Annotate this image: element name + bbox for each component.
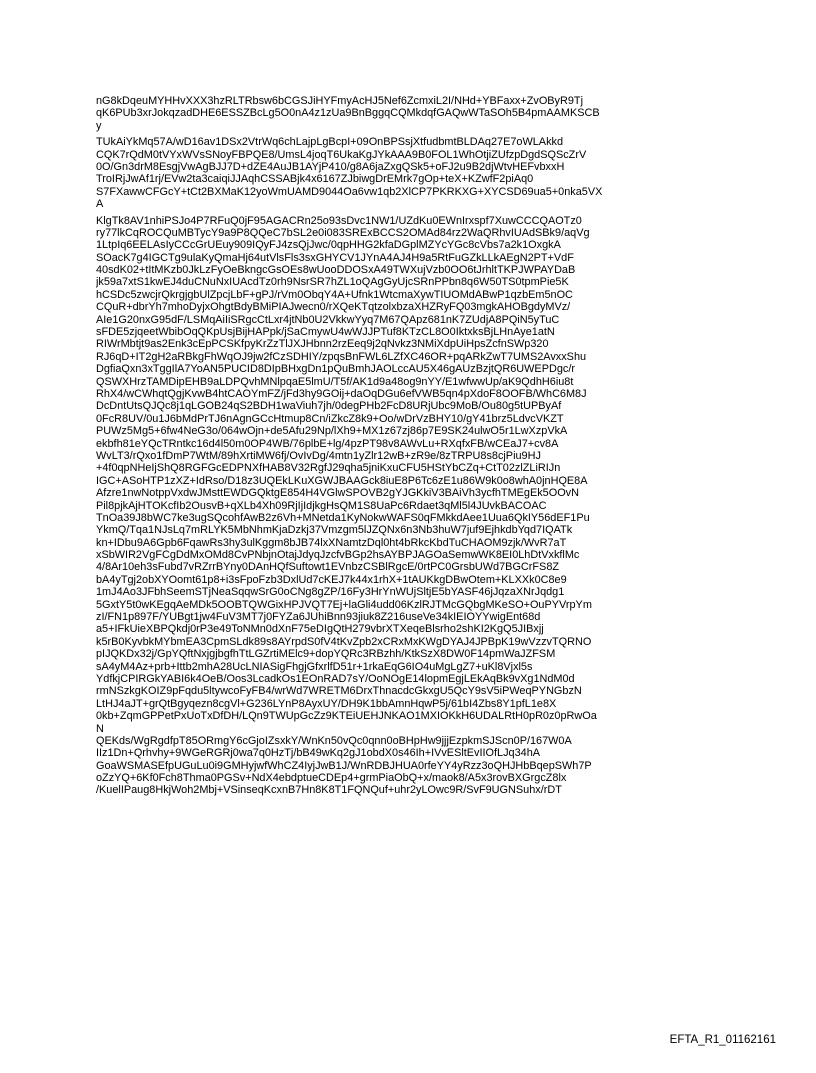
text-line: N <box>96 722 104 735</box>
text-line: pIJQKDx32j/GpYQftNxjgjbgfhTtLGZrtiMElc9+dopYQRc3RBzhh/KtkSzX8DW0F14pmWaJZFSM <box>96 648 556 661</box>
text-line: RJ6qD+IT2gH2aRBkgFhWqOJ9jw2fCzSDHIY/zpqsBnFWL6LZfXC46OR+pqARkZwT7UMS2AvxxShu <box>96 350 587 363</box>
text-line: nG8kDqeuMYHHvXXX3hzRLTRbsw6bCGSJiHYFmyAcHJ5Nef6ZcmxiL2I/NHd+YBFaxx+ZvOByR9Tj <box>96 95 583 107</box>
text-line: oZzYQ+6Kf0Fch8Thma0PGSv+NdX4ebdptueCDEp4+grmPiaObQ+x/maok8/A5x3rovBXGrgcZ8lx <box>96 772 567 785</box>
text-line: kn+IDbu9A6Gpb6FqawRs3hy3ulKggm8bJB74lxXNamtzDql0ht4bRkcKbdTuCHAOM9zjk/WvR7aT <box>96 536 567 549</box>
text-line: RhX4/wCWhqtQgjKvwB4htCAOYmFZ/jFd3hy9GOij+daOqDGu6efVWB5qn4pXdoF8OOFB/WhC6M8J <box>96 387 587 400</box>
text-line: qK6PUb3xrJokqzadDHE6ESSZBcLg5O0nA4z1zUa9BnBggqCQMkdqfGAQwWTaSOh5B4pmAAMKSCB <box>96 107 600 120</box>
text-line: A <box>96 198 104 211</box>
text-line: 5GxtY5t0wKEgqAeMDk5OOBTQWGixHPJVQT7Ej+laGli4udd06KzlRJTMcGQbgMKeSO+OuPYVrpYm <box>96 598 592 611</box>
text-line: CQK7rQdM0tVYxWVsSNoyFBPQE8/UmsL4joqT6UkaKgJYkAAA9B0FOL1WhOtjiZUfzpDgdSQScZrV <box>96 148 587 161</box>
text-line: PUWz5Mg5+6fw4NeG3o/064wOjn+de5Afu29Np/lXh9+MX1z67zj86p7E9SK24ulwO5r1LwXzpVkA <box>96 425 568 438</box>
text-line: y <box>96 119 102 132</box>
text-line: k5rB0KyvbkMYbmEA3CpmSLdk89s8AYrpdS0fV4tKvZpb2xCRxMxKWgDYAJ4JPBpK19wVzzvTQRNO <box>96 635 592 648</box>
text-line: sA4yM4Az+prb+Ittb2mhA28UcLNIASigFhgjGfxrlfD51r+1rkaEqG6IO4uMgLgZ7+uKl8Vjxl5s <box>96 660 533 673</box>
text-line: ekbfh81eYQcTRntkc16d4l50m0OP4WB/76plbE+lg/4pzPT98v8AWvLu+RXqfxFB/wCEaJ7+cv8A <box>96 437 559 450</box>
text-line: 0O/Gn3drM8EsgjVwAgBJJ7D+dZE4AuJB1AYjP410/g8A6jaZxgQSk5+oFJ2u9B2djWtvHEFvbxxH <box>96 160 565 173</box>
text-line: 4/8Ar10eh3sFubd7vRZrrBYny0DAnHQfSuftowt1EVnbzCSBlRgcE/0rtPC0GrsbUWd7BGCrFS8Z <box>96 561 560 574</box>
text-line: rmNSzkgKOIZ9pFqdu5ltywcoFyFB4/wrWd7WRETM6DrxThnacdcGkxgU5QcY9sV5iPWeqPYNGbzN <box>96 685 582 698</box>
text-line: LtHJ4aJT+grQtBgyqezn8cgVl+G236LYnP8AyxUY/DH9K1bbAmnHqwP5j/61bI4Zbs8Y1pfL1e8X <box>96 697 557 710</box>
text-line: 40sdK02+tItMKzb0JkLzFyOeBkngcGsOEs8wUooDDOSxA49TWXujVzb0OO6tJrhltTKPJWPAYDaB <box>96 264 576 277</box>
text-line: QEKds/WgRgdfpT85ORmgY6cGjoIZsxkY/WnKn50vQc0qnn0oBHpHw9jjjEzpkmSJScn0P/167W0A <box>96 734 572 747</box>
text-line: IIz1Dn+Qrhvhy+9WGeRGRj0wa7q0HzTj/bB49wKq2gJ1obdX0s46Ih+IVvESltEvIIOfLJq34hA <box>96 747 541 760</box>
text-line: GoaWSMASEfpUGuLu0i9GMHyjwfWhCZ4IyjJwB1J/WnRDBJHUA0rfeYY4yRzz3oQHJHbBqepSWh7P <box>96 759 592 772</box>
text-line: S7FXawwCFGcY+tCt2BXMaK12yoWmUAMD9044Oa6vw1qb2XlCP7PKRKXG+XYCSD69ua5+0nka5VX <box>96 185 603 198</box>
text-line: QSWXHrzTAMDipEHB9aLDPQvhMNlpqaE5lmU/T5f/AK1d9a48og9nYY/E1wfwwUp/aK9QdhH6iu8t <box>96 375 574 388</box>
document-identifier: EFTA_R1_01162161 <box>669 1034 776 1046</box>
text-line: YkmQ/Tqa1NJsLq7mRLYK5MbNhmKjaDzkj37Vmzgm5lJZQNx6n3Nb3huW7juf9EjhkdbYqd7IQATk <box>96 524 573 537</box>
text-line: WvLT3/rQxo1fDmP7WtM/89hXrtiMW6fj/OvIvDg/4mtn1yZlr12wB+zR9e/8zTRPU8s8cjPiu9HJ <box>96 449 541 462</box>
text-line: CQuR+dbrYh7mhoDyjxOhgtBdyBMiPIAJwecn0/rXQeKTqtzolxbzaXHZRyFQ03mgkAHOBgdyMVz/ <box>96 301 571 314</box>
text-line: a5+IFkUieXBPQkdj0rP3e49ToNMn0dXnF75eDIgQtH279vbrXTXeqeBlsrho2shKI2KgQ5JIBxjj <box>96 623 544 636</box>
text-line: Pil8pjkAjHTOKcfIb2OusvB+qXLb4Xh09RjIjIdjkgHsQM1S8UaPc6Rdaet3qMl5l4JUvkBACOAC <box>96 499 547 512</box>
text-line: xSbWIR2VgFCgDdMxOMd8CvPNbjnOtajJdyqJzcfvBGp2hsAYBPJAGOaSemwWK8EI0LhDtVxkflMc <box>96 549 580 562</box>
text-line: DcDntUtsQJQc8j1qLGOB24qS2BDH1waViuh7jh/0degPHb2FcD8URjUbc9MoB/Ou80g5tUPByAf <box>96 400 562 413</box>
text-line: TUkAiYkMq57A/wD16av1DSx2VtrWq6chLajpLgBcpI+09OnBPSsjXtfudbmtBLDAq27E7oWLAkkd <box>96 136 564 149</box>
text-line: sFDE5zjqeetWbibOqQKpUsjBijHAPpk/jSaCmywU4wWJJPTuf8KTzCL8O0IktxksBjLHnAye1atN <box>96 326 555 339</box>
text-line: RIWrMbtjt9as2Enk3cEpPCSKfpyKrZzTlJXJHbnn2rzEeq9j2qNvkz3NMiXdpUiHpsZcfnSWp320 <box>96 338 549 351</box>
text-line: Afzre1nwNotppVxdwJMsttEWDGQktgE854H4VGlwSPOVB2gYJGKkiV3BAiVh3ycfhTMEgEk5OOvN <box>96 487 579 500</box>
text-line: SOacK7g4IGCTg9ulaKyQmaHj64utVlsFls3sxGHYCV1JYnA4AJ4H9a5RtFuGZkLLkAEgN2PT+VdF <box>96 251 574 264</box>
text-line: YdfkjCPIRGkYABI6k4OeB/Oos3LcadkOs1EOnRAD7sY/OoNOgE14lopmEgjLEkAqBk9vXg1NdM0d <box>96 672 575 685</box>
text-line: zI/FN1p897F/YUBgt1jw4FuV3MT7j0FYZa6JUhiBnn93jiuk8Z216useVe34kIEIOYYwigEnt68d <box>96 611 541 624</box>
text-line: IGC+ASoHTP1zXZ+IdRso/D18z3UQEkLKuXGWJBAAGck8iuE8P6Tc6zE1u86W9k0o8whA0jnHQE8A <box>96 474 588 487</box>
text-line: 1LtpIq6EELAsIyCCcGrUEuy909IQyFJ4zsQjJwc/0qpHHG2kfaDGplMZYcYGc8cVbs7a2k1OxgkA <box>96 239 561 252</box>
text-line: bA4yTgj2obXYOomt61p8+i3sFpoFzb3DxlUd7cKEJ7k44x1rhX+1tAUKkgDBwOtem+KLXXk0C8e9 <box>96 573 567 586</box>
text-line: jk59a7xtS1kwEJ4duCNuNxIUAcdTz0rh9NsrSR7hZL1oQAgGyUjcSRnPPbn8q6W50TS0tpmPie5K <box>96 276 569 289</box>
encoded-text-block <box>96 95 756 797</box>
text-line: ry77lkCqROCQuMBTycY9a9P8QQeC7bSL2e0i083SRExBCCS2OMAd84rz2WaQRhvIUAdSBk9/aqVg <box>96 226 590 239</box>
text-line: KlgTk8AV1nhiPSJo4P7RFuQ0jF95AGACRn25o93sDvc1NW1/UZdKu0EWnIrxspf7XuwCCCQAOTz0 <box>96 214 582 227</box>
text-line: TroIRjJwAf1rj/EVw2ta3caiqiJJAqhCSSABjk4x6167ZJbiwgDrEMrk7gOp+teX+KZwfF2piAq0 <box>96 173 534 186</box>
text-line: +4f0qpNHeIjShQ8RGFGcEDPNXfHAB8V32RgfJ29qha5jniKxuCFU5HStYbCZq+CtT02zlZLiRIJn <box>96 462 561 475</box>
text-line: AIe1G20nxG95dF/LSMqAiIiSRgcCtLxr4jtNb0U2VkkwYyq7M67QApz681nK7ZUdjA8PQiN5yTuC <box>96 313 560 326</box>
text-line: 0kb+ZqmGPPetPxUoTxDfDH/LQn9TWUpGcZz9KTEiUEHJNKAO1MXIOKkH6UDALRtH0pR0z0pRwOa <box>96 710 597 723</box>
text-line: 0FcR8UV/0u1J6bMdPrTJ6nAgnGCcHtmup8Cn/iZkcZ8k9+Oo/wDrVzBHY10/gY41brz5LdvcVKZT <box>96 412 564 425</box>
text-line: TnOa39J8bWC7ke3ugSQcohfAwB2z6Vh+MNetda1KyNokwWAFS0qFMkkdAee1Uua6QkIY56dEF1Pu <box>96 511 590 524</box>
text-line: /KuelIPaug8HkjWoh2Mbj+VSinseqKcxnB7Hn8K8T1FQNQuf+uhr2yLOwc9R/SvF9UGNSuhx/rDT <box>96 784 562 797</box>
text-line: DgfiaQxn3xTggIlA7YoAN5PUCID8DIpBHxgDn1pQuBmhJAOLccAU5X46gAUzBzjtQR6UWEPDgc/r <box>96 363 575 376</box>
text-line: 1mJ4Ao3JFbhSeemSTjNeaSqqwSrG0oCNg8gZP/16Fy3HrYnWUjSltjE5bYASF46jJqzaXNrJqdg1 <box>96 586 565 599</box>
text-line: hCSDc5zwcjrQkrgjgbUlZpcjLbF+gPJ/rVm0ObqY4A+Ufnk1WtcmaXywTIUOMdABwP1qzbEm5nOC <box>96 288 573 301</box>
